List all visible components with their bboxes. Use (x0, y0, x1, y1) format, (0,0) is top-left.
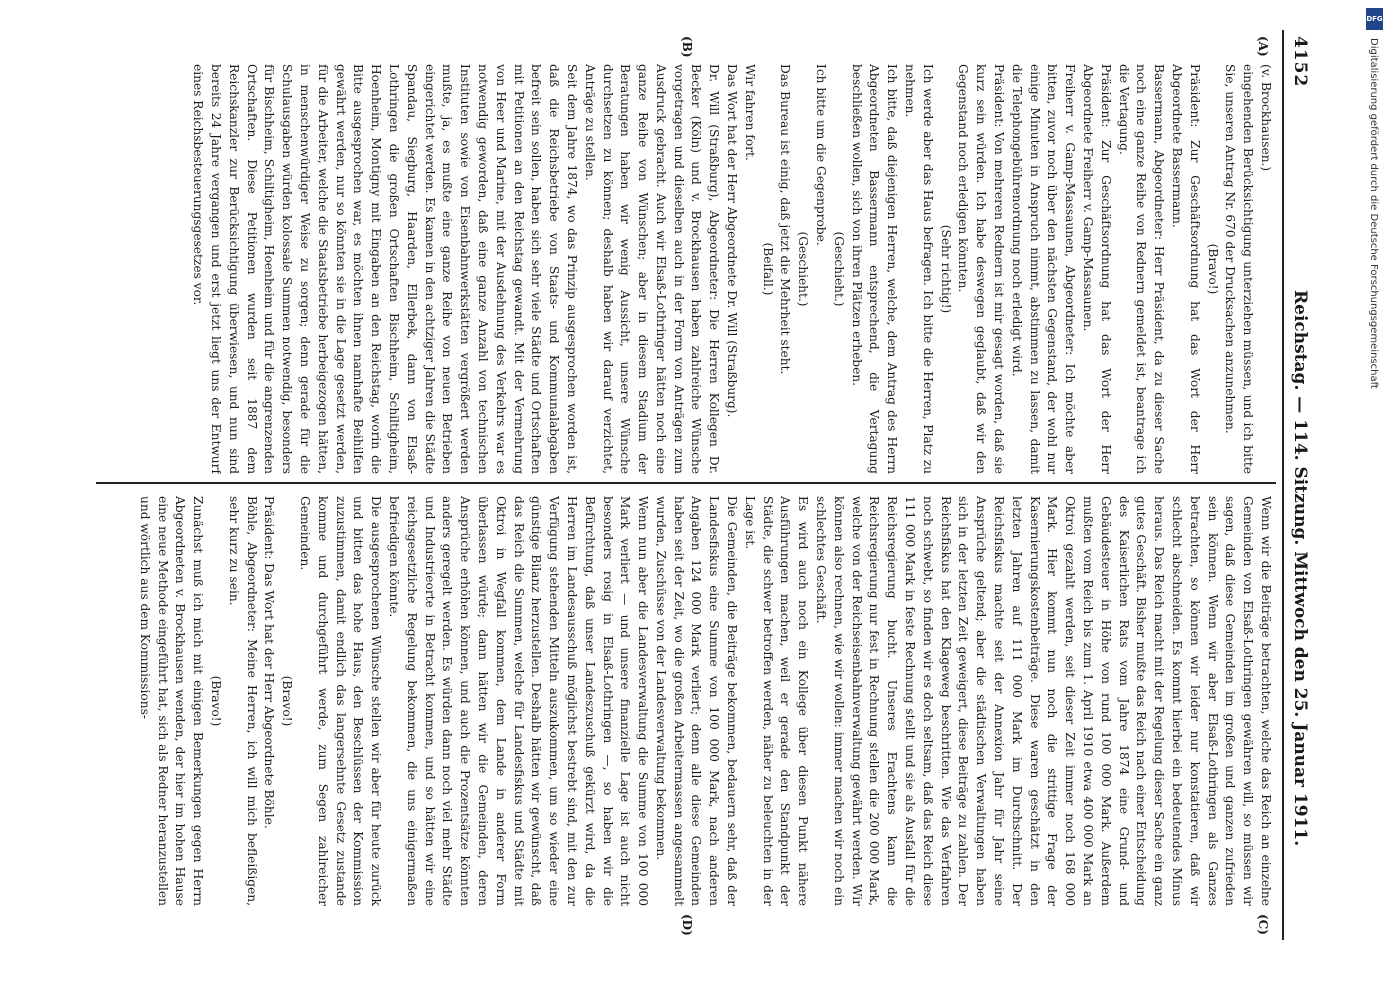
paragraph: Die ausgesprochenen Wünsche stellen wir aber für heute zurück und bitten das hohe Haus, den Beschlüssen der Kommission zuzustimmen, damit endlich das langersehnte Gesetz zustande komme und durchgeführt werde, zum Segen zahlreicher Gemeinden. (297, 496, 384, 906)
running-head: Reichstag. — 114. Sitzung. Mittwoch den 25. Januar 1911. (1290, 290, 1310, 847)
digitization-note-text: Digitalisierung gefördert durch die Deutsche Forschungsgemeinschaft (1368, 38, 1379, 389)
page-number: 4152 (1290, 36, 1310, 88)
paragraph: Das Bureau ist einig, daß jetzt die Mehrheit steht. (778, 64, 793, 375)
paragraph: Es wird auch noch ein Kollege über diesen Punkt nähere Ausführungen machen, weil er gerade den Standpunkt der Städte, die schwer betroffen werden, näher zu beleuchten in der Lage ist. (742, 496, 811, 906)
left-column (84, 64, 1274, 474)
paragraph: Präsident: Zur Geschäftsordnung hat das Wort der Herr Abgeordnete Bassermann. (1170, 64, 1202, 474)
paragraph: Freiherr v. Gamp-Massaunen, Abgeordneter: Ich möchte aber bitten, zuvor noch über den nächsten Gegenstand, der wohl nur einige Minuten in Anspruch nimmt, abstimmen zu lassen, damit die Telephongebührenordnung noch erledigt wird. (1009, 64, 1078, 474)
right-column (84, 496, 1274, 906)
paragraph: Die Gemeinden, die Beiträge bekommen, bedauern sehr, daß der Landesfiskus eine Summe von 100 000 Mark, nach anderen Angaben 124 000 Mark verliert; denn alle diese Gemeinden haben seit der Zeit, wo die großen Arbeitermassen angesammelt wurden, Zuschüsse von der Landesverwaltung bekommen. (653, 496, 740, 906)
paragraph: Wenn nun aber die Landesverwaltung die Summe von 100 000 Mark verliert — und unsere finanzielle Lage ist auch nicht besonders rosig in Elsaß-Lothringen —, so haben wir die Befürchtung, daß unser Landeszuschuß gekürzt wird, da die Herren im Landesausschuß möglichst bestrebt sind, mit den zur Verfügung stehenden Mitteln auszukommen, um so wieder eine günstige Bilanz herzustellen. Deshalb hätten wir gewünscht, daß das Reich die Summen, welche für Landesfiskus und Städte mit Oktroi in Wegfall kommen, dem Lande in anderer Form überlassen würde; dann hätten wir die Gemeinden, deren Ansprüche erhöhen können, und auch die Prozentsätze könnten anders geregelt werden. Es würden dann noch viel mehr Städte und Industrieorte in Betracht kommen, und so hätten wir eine reichsgesetzliche Regelung bekommen, die uns einigermaßen befriedigen könnte. (386, 496, 651, 906)
paragraph: Präsident: Von mehreren Rednern ist mir gesagt worden, daß sie kurz sein würden. Ich habe deswegen geglaubt, daß wir den Gegenstand noch erledigen könnten. (956, 64, 1007, 474)
paragraph: Seit dem Jahre 1874, wo das Prinzip ausgesprochen worden ist, daß die Reichsbetriebe von Staats- und Kommunalabgaben befreit sein sollen, haben sich sehr viele Städte und Ortschaften mit Petitionen an den Reichstag gewandt. Mit der Vermehrung von Heer und Marine, mit der Ausdehnung des Verkehrs war es notwendig geworden, daß eine ganze Anzahl von technischen Instituten sowie von Eisenbahnwerkstätten vergrößert werden mußte, ja, es mußte eine ganze Reihe von neuen Betrieben eingerichtet werden. Es kamen in den achtziger Jahren die Städte Spandau, Siegburg, Haarden, Ellerbek, dann von Elsaß-Lothringen die großen Ortschaften Bischheim, Schiltigheim, Hoenheim, Montigny mit Eingaben an den Reichstag, worin die Bitte ausgesprochen war, es möchten ihnen namhafte Beihilfen gewährt werden, nur so könnten sie in die Lage gesetzt werden, für die Arbeiter, welche die Staatsbetriebe herbeigezogen hätten, in menschenwürdiger Weise zu sorgen; denn gerade für die Schulausgaben würden kolossale Summen notwendig, besonders für Bischheim, Schiltigheim, Hoenheim und für die angrenzenden Ortschaften. Diese Petitionen wurden seit 1887 dem Reichskanzler zur Berücksichtigung überwiesen, und nun sind bereits 24 Jahre vergangen und erst jetzt liegt uns der Entwurf eines Reichsbesteuerungsgesetzes vor. (191, 64, 579, 474)
paragraph: Zunächst muß ich mich mit einigen Bemerkungen gegen Herrn Abgeordneten v. Brockhausen wenden, der hier im hohen Hause eine neue Methode eingeführt hat, sich als Redner heranzustellen und wörtlich aus dem Kommissions- (137, 496, 206, 906)
paragraph: eingehenden Berücksichtigung unterziehen müssen, und ich bitte Sie, unseren Antrag Nr. 670 der Drucksachen anzunehmen. (1223, 64, 1256, 474)
paragraph: Böhle, Abgeordneter: Meine Herren, ich will mich befleißigen, sehr kurz zu sein. (226, 496, 259, 906)
header-rule (1282, 30, 1284, 940)
interjection: (Bravo!) (208, 675, 223, 727)
digitization-note (1366, 38, 1383, 938)
paragraph: Wir fahren fort. (742, 64, 757, 161)
paragraph: Dr. Will (Straßburg), Abgeordneter: Die Herren Kollegen Dr. Becker (Köln) und v. Brockhausen haben zahlreiche Wünsche vorgetragen und dieselben auch in der Form von Anträgen zum Ausdruck gebracht. Auch wir Elsaß-Lothringer hätten noch eine ganze Reihe von Wünschen; aber in diesem Stadium der Beratungen haben wir wenig Aussicht, unsere Wünsche durchsetzen zu können; deshalb haben wir darauf verzichtet, Anträge zu stellen. (582, 64, 722, 474)
marker-d: (D) (680, 914, 694, 936)
rotated-page (36, 30, 1316, 940)
paragraph: Präsident: Zur Geschäftsordnung hat das Wort der Herr Abgeordnete Freiherr v. Gamp-Massaunen. (1081, 64, 1113, 474)
paragraph: Bassermann, Abgeordneter: Herr Präsident, da zu dieser Sache noch eine ganze Reihe von Rednern gemeldet ist, beantrage ich die Vertagung. (1116, 64, 1167, 474)
interjection: (Bravo!) (280, 675, 295, 727)
interjection: (Geschieht.) (831, 231, 846, 307)
paragraph: Wenn wir die Beiträge betrachten, welche das Reich an einzelne Gemeinden von Elsaß-Lothringen gewähren will, so müssen wir sagen, daß diese Gemeinden im großen und ganzen zufrieden sein können. Wenn wir aber Elsaß-Lothringen als Ganzes betrachten, so können wir leider nur konstatieren, daß wir schlecht abschneiden. Es kommt hierbei ein bedeutendes Minus heraus. Das Reich macht mit der Regelung dieser Sache ein ganz gutes Geschäft. Bisher mußte das Reich nach einer Entscheidung des Kaiserlichen Rats vom Jahre 1874 eine Grund- und Gebäudesteuer in Höhe von rund 100 000 Mark. Außerdem mußten vom Reich bis zum 1. April 1910 etwa 400 000 Mark an Oktroi gezahlt werden, seit dieser Zeit immer noch 168 000 Mark. Hier kommt nun noch die strittige Frage der Kasernierungskostenbeiträge. Diese waren geschätzt in den letzten Jahren auf 111 000 Mark im Durchschnitt. Der Reichsfiskus machte seit der Annexion Jahr für Jahr seine Ansprüche geltend; aber die städtischen Verwaltungen haben sich in der letzten Zeit geweigert, diese Beiträge zu zahlen. Der Reichsfiskus hat den Klageweg beschritten. Wie das Verfahren noch schwebt, so finden wir es doch seltsam, daß das Reich diese 111 000 Mark in feste Rechnung stellt und sie als Ausfall für die Reichsregierung bucht. Unseres Erachtens kann die Reichsregierung nur fest in Rechnung stellen die 200 000 Mark, welche von der Reichseisenbahnverwaltung gewährt werden. Wir können also rechnen, wie wir wollen: immer machen wir noch ein schlechtes Geschäft. (814, 496, 1273, 906)
page-header (1282, 30, 1316, 940)
interjection: (Sehr richtig!) (938, 224, 953, 314)
interjection: (Bravo!) (1205, 243, 1220, 295)
paragraph: Ich bitte, daß diejenigen Herren, welche, dem Antrag des Herrn Abgeordneten Bassermann entsprechend, die Vertagung beschließen wollen, sich von ihren Plätzen erheben. (849, 64, 900, 474)
interjection: (Beifall.) (760, 242, 775, 296)
speaker-context: (v. Brockhausen.) (1259, 64, 1273, 172)
column-divider (96, 482, 1276, 484)
dfg-logo: DFG (1366, 8, 1383, 30)
paragraph: Präsident: Das Wort hat der Herr Abgeordnete Böhle. (262, 496, 277, 829)
paragraph: Ich bitte um die Gegenprobe. (814, 64, 829, 246)
paragraph: Das Wort hat der Herr Abgeordnete Dr. Will (Straßburg). (725, 64, 740, 418)
marker-a: (A) (1256, 36, 1270, 57)
marker-c: (C) (1256, 914, 1270, 935)
paragraph: Ich werde aber das Haus befragen. Ich bitte die Herren, Platz zu nehmen. (903, 64, 935, 474)
marker-b: (B) (680, 36, 694, 58)
interjection: (Geschieht.) (796, 231, 811, 307)
